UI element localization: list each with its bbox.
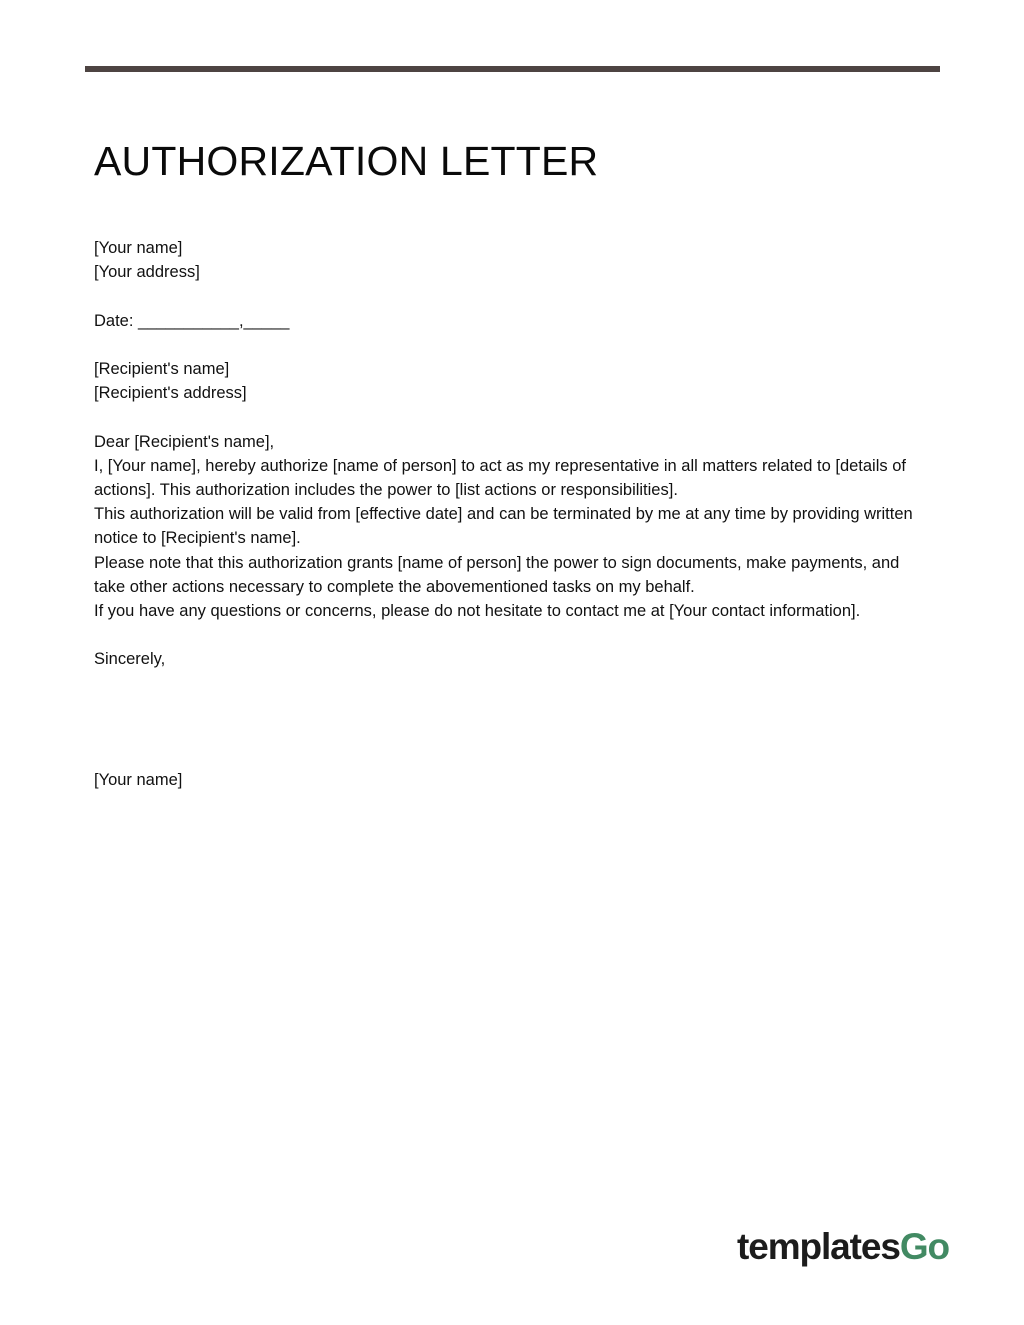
paragraph-granted-powers: Please note that this authorization grants [name of person] the power to sign documents, make payments, and take other actions necessary to complete the abovementioned tasks on my behalf. [94,553,900,596]
signature-name-placeholder: [Your name] [94,770,183,789]
templatesgo-logo [737,1228,949,1265]
recipient-address-placeholder: [Recipient's address] [94,384,247,403]
spacer-after-recipient [94,405,934,429]
date-line: Date: ___________,_____ [94,311,290,330]
logo-text-templates: templates [737,1226,900,1267]
sender-address-placeholder: [Your address] [94,263,200,282]
signature-space [94,672,934,768]
spacer-after-date [94,333,934,357]
sender-name-placeholder: [Your name] [94,239,183,257]
logo-text-go: Go [899,1226,950,1267]
spacer-after-sender [94,284,934,308]
signature-block [94,768,934,792]
page-title: AUTHORIZATION LETTER [94,138,599,185]
paragraph-contact-info: If you have any questions or concerns, please do not hesitate to contact me at [Your contact information]. [94,602,861,620]
recipient-name-placeholder: [Recipient's name] [94,359,230,378]
recipient-block [94,357,934,405]
paragraph-validity-terms: This authorization will be valid from [effective date] and can be terminated by me at any time by providing written notice to [Recipient's name]. [94,505,913,548]
paragraph-authorization-scope: I, [Your name], hereby authorize [name of person] to act as my representative in all matters related to [details of actions]. This authorization includes the power to [list actions or responsibilities]. [94,456,906,499]
spacer-before-closing [94,623,934,647]
date-block [94,309,934,333]
sender-block [94,236,934,284]
header-divider-rule [85,66,940,72]
closing-block [94,647,934,671]
letter-body [94,236,934,792]
valediction: Sincerely, [94,650,166,669]
letter-content-block [94,430,934,624]
salutation: Dear [Recipient's name], [94,432,275,451]
